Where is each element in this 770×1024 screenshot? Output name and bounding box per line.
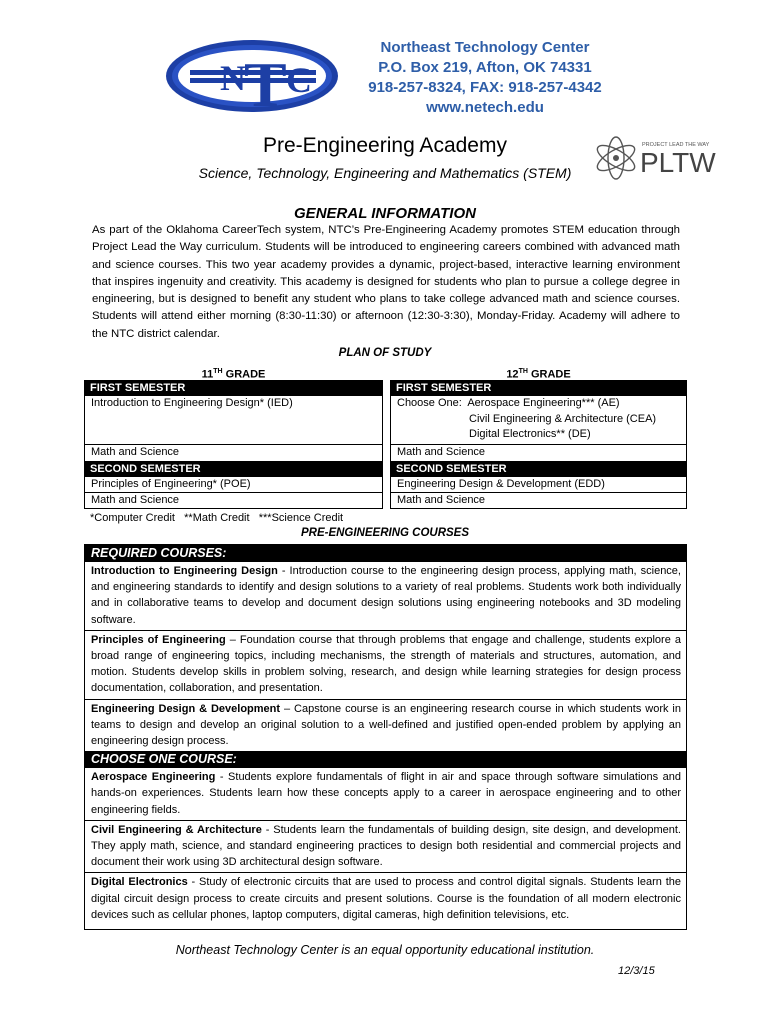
grade-11-label: GRADE [222, 368, 266, 381]
equal-opportunity-statement: Northeast Technology Center is an equal opportunity educational institution. [175, 943, 595, 957]
grade-12-choice-1 [397, 396, 686, 412]
choose-one-prefix: Choose One: [397, 397, 468, 409]
pltw-tagline: PROJECT LEAD THE WAY [642, 142, 710, 148]
general-info-text: As part of the Oklahoma CareerTech system, NTC’s Pre-Engineering Academy promotes STEM education through Project Lead the Way curriculum. Students will be introduced to engineering careers combined with advanced math and science courses. This two year academy provides a dynamic, project-based, interactive learning environment that inspires ingenuity and creativity. This academy is designed for students who plan to pursue a college degree in engineering, but is designed to benefit any student who plans to take college advanced math and science courses. Students will attend either morning (8:30-11:30) or afternoon (12:30-3:30), Monday-Friday. Academy will adhere to the NTC district calendar. [92, 224, 680, 340]
org-name: Northeast Technology Center [380, 39, 590, 56]
grade-12-choice-2: Civil Engineering & Architecture (CEA) [469, 412, 657, 425]
grade-12-sem2-other: Math and Science [390, 493, 687, 509]
course-description: - Students explore fundamentals of flight in air and space through software simulations and hands-on experiences. Students learn how these concepts apply to a career in aerospace engineering and to other engineering fields. [91, 771, 681, 816]
grade-12-header [390, 362, 687, 380]
website: www.netech.edu [426, 99, 544, 116]
course-entry [85, 821, 686, 874]
grade-12-suffix: TH [518, 368, 528, 375]
grade-11-header [84, 362, 383, 380]
course-description: - Study of electronic circuits that are used to process and control digital signals. Students learn the digital circuit design process to create circuits and present solutions. Course is the foundation of all modern electronic devices such as cellular phones, laptop computers, digital cameras, high definition televisions, etc. [91, 876, 681, 921]
course-name: Principles of Engineering [91, 633, 226, 646]
grade-12-sem2-course: Engineering Design & Development (EDD) [390, 477, 687, 493]
page-title: Pre-Engineering Academy [263, 134, 507, 157]
choice-aerospace: Aerospace Engineering*** (AE) [467, 397, 620, 409]
grade-12-sem1-other: Math and Science [390, 445, 687, 461]
logo-letter-c: C [286, 60, 312, 100]
logo-letter-t: T [244, 49, 287, 120]
grade-12-first-semester: FIRST SEMESTER [390, 380, 687, 396]
course-entry [85, 873, 686, 929]
course-entry [85, 631, 686, 700]
grade-12-choice-3: Digital Electronics** (DE) [469, 428, 591, 440]
course-description: - Students learn the fundamentals of building design, site design, and development. They apply math, science, and standard engineering practices to design both residential and commercial projects and document their work using 3D architectural design software. [91, 823, 681, 869]
logo-letter-n: N [220, 58, 246, 98]
course-name: Engineering Design & Development [91, 702, 281, 715]
course-description: - Introduction course to the engineering design process, applying math, science, and engineering standards to identify and design solutions to a variety of real problems. Students work both individually and in collaborative teams to develop and document design solutions using engineering notebooks and 3D modeling software. [91, 565, 681, 626]
plan-of-study-heading: PLAN OF STUDY [338, 347, 432, 359]
course-entry [85, 700, 686, 752]
grade-12-second-semester: SECOND SEMESTER [390, 461, 687, 477]
pltw-wordmark: PLTW [640, 147, 716, 178]
document-date: 12/3/15 [618, 965, 655, 977]
grade-12-sem1-choices [390, 396, 687, 445]
ntc-logo-label [348, 28, 349, 29]
grade-11-number: 11 [201, 368, 214, 381]
credit-legend: *Computer Credit **Math Credit ***Science Credit [90, 512, 344, 524]
phone-fax: 918-257-8324, FAX: 918-257-4342 [368, 79, 602, 96]
grade-11-sem1-course: Introduction to Engineering Design* (IED) [84, 396, 383, 445]
grade-12-number: 12 [506, 368, 519, 381]
pre-engineering-heading: PRE-ENGINEERING COURSES [300, 527, 470, 539]
contact-block [300, 38, 670, 118]
address: P.O. Box 219, Afton, OK 74331 [378, 59, 592, 76]
course-description: – Foundation course that through problems that engage and challenge, students explore a broad range of engineering topics, including mechanisms, the strength of materials and structures, automation, and motion. Students develop skills in problem solving, research, and design while learning strategies for design process documentation, collaboration, and presentation. [91, 633, 681, 695]
grade-11-suffix: TH [213, 368, 223, 375]
course-name: Aerospace Engineering [91, 771, 216, 784]
general-info-heading: GENERAL INFORMATION [294, 205, 476, 222]
grade-11-sem1-other: Math and Science [84, 445, 383, 461]
grade-11-first-semester: FIRST SEMESTER [84, 380, 383, 396]
course-name: Introduction to Engineering Design [91, 565, 278, 577]
grade-12-column [390, 362, 687, 509]
course-entry [85, 768, 686, 821]
course-descriptions-table [84, 544, 687, 930]
course-name: Civil Engineering & Architecture [91, 823, 262, 836]
grade-11-sem2-course: Principles of Engineering* (POE) [84, 477, 383, 493]
grade-11-column [84, 362, 383, 509]
grade-11-sem2-other: Math and Science [84, 493, 383, 509]
course-entry [85, 562, 686, 631]
page-subtitle: Science, Technology, Engineering and Mathematics (STEM) [198, 165, 572, 181]
required-courses-bar: REQUIRED COURSES: [85, 545, 686, 562]
course-name: Digital Electronics [91, 876, 188, 889]
grade-12-label: GRADE [527, 368, 571, 381]
grade-11-second-semester: SECOND SEMESTER [84, 461, 383, 477]
course-description: – Capstone course is an engineering research course in which students work in teams to design and develop an original solution to a well-defined and justified open-ended problem by applying an engineering design process. [91, 702, 681, 748]
choose-one-bar: CHOOSE ONE COURSE: [85, 751, 686, 768]
